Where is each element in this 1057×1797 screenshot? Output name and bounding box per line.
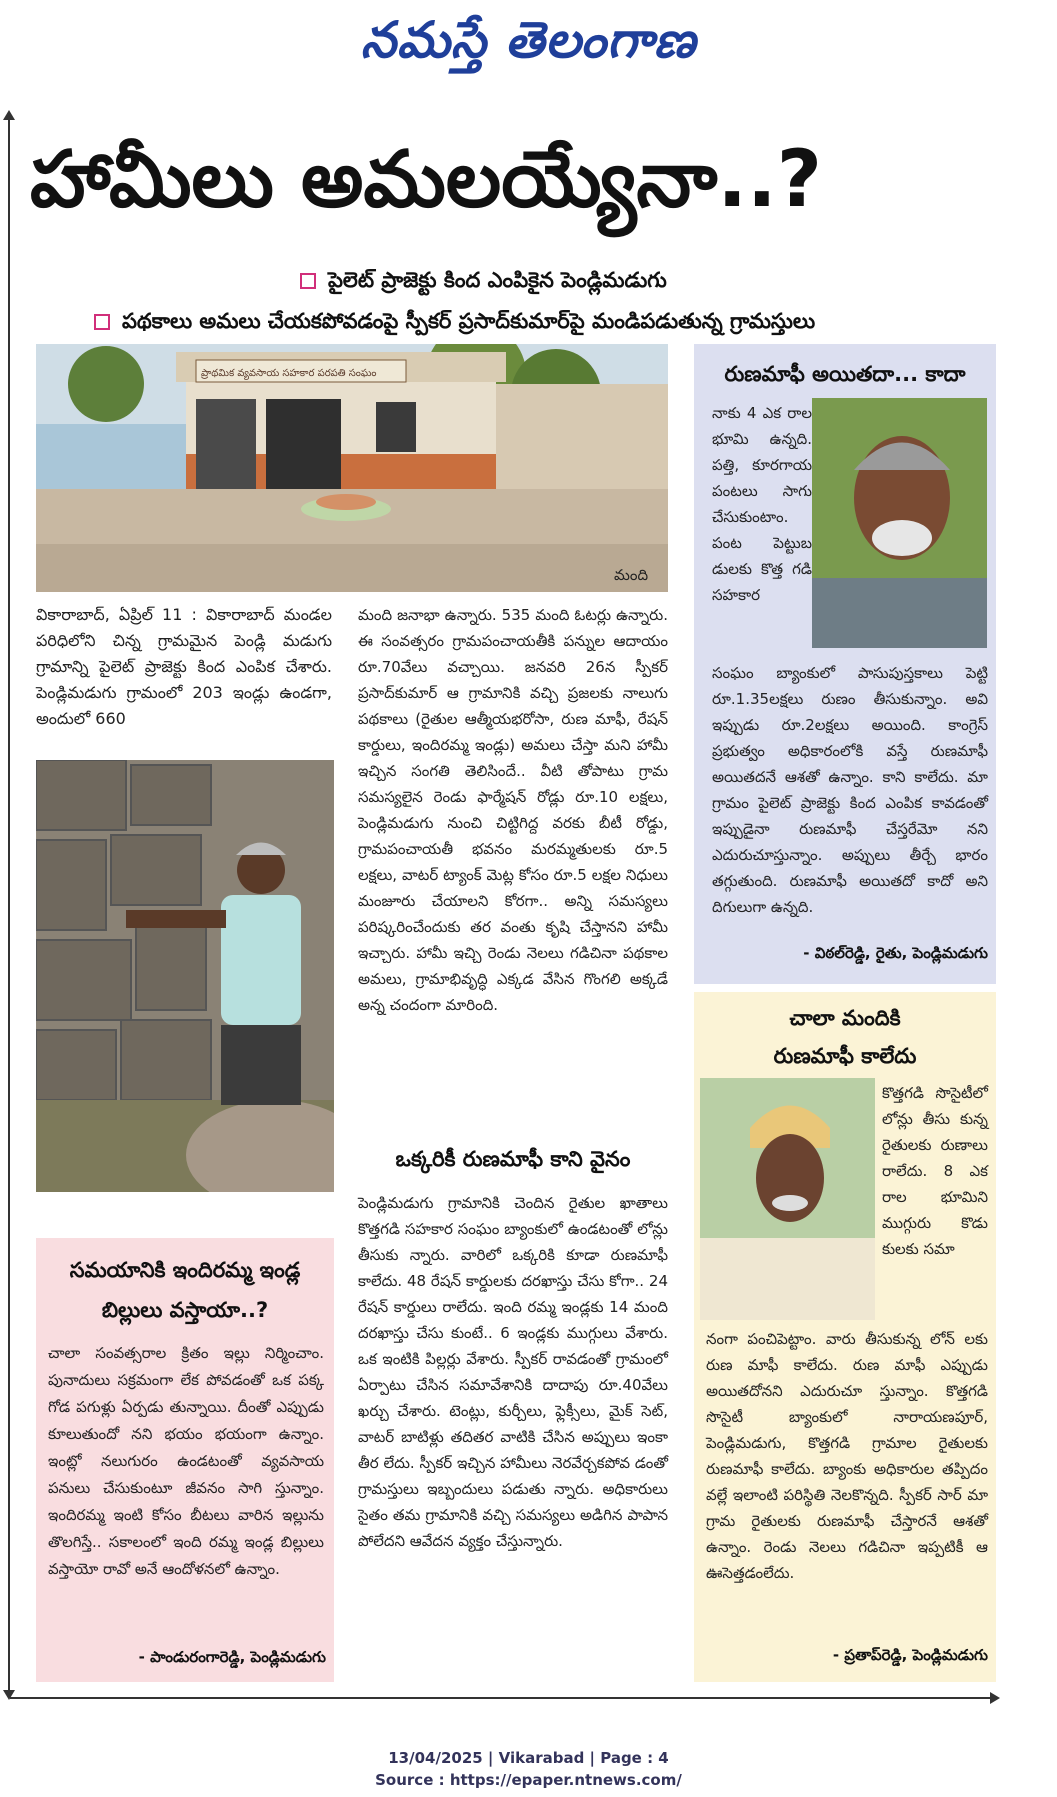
indiramma-box-body: చాలా సంవత్సరాల క్రితం ఇల్లు నిర్మించాం. పునాదులు సక్రమంగా లేక పోవడంతో ఒక పక్క గోడ పగుళ్లు ఏర్పడు తున్నాయి. దీంతో ఎప్పుడు కూలుతుందో నని భయం భయంగా ఉన్నాం. ఇంట్లో నలుగురం ఉండటంతో వ్యవసాయ పనులు చేసుకుంటూ జీవనం సాగి స్తున్నాం. ఇందిరమ్మ ఇంటి కోసం బీటలు వారిన ఇల్లును తొలగిస్తే.. సకాలంలో ఇంది రమ్మ ఇండ్ల బిల్లులు వస్తాయో రావో అనే ఆందోళనలో ఉన్నాం. — [48, 1344, 324, 1578]
chala-box-signature: - ప్రతాప్‌రెడ్డి, పెండ్లిమడుగు — [832, 1646, 988, 1664]
chala-box-title-1: చాలా మందికి — [789, 1006, 901, 1030]
chala-box-body-narrow: కొత్తగడి సొసైటీలో లోన్లు తీసు కున్న రైతులకు రుణాలు రాలేదు. 8 ఎక రాల భూమిని ముగ్గురు కొడు కులకు సమా — [882, 1084, 988, 1258]
runamafi-box-title: రుణమాఫీ అయితదా... కాదా — [724, 362, 966, 386]
footer-source: Source : https://epaper.ntnews.com/ — [375, 1771, 682, 1789]
building-sign: ప్రాథమిక వ్యవసాయ సహకార పరపతి సంఘం — [201, 368, 377, 379]
arrow-right-icon — [990, 1692, 1000, 1704]
col2-carry-word: మంది — [614, 566, 649, 584]
chala-box-title-2: రుణమాఫీ కాలేదు — [773, 1044, 917, 1068]
headline: హామీలు అమలయ్యేనా..? — [30, 135, 822, 225]
indiramma-box-title-2: బిల్లులు వస్తాయా..? — [101, 1298, 269, 1322]
farmer-pratap-photo — [700, 1078, 875, 1320]
col1-intro-text: వికారాబాద్, ఏప్రిల్ 11 : వికారాబాద్ మండల పరిధిలోని చిన్న గ్రామమైన పెండ్లి మడుగు గ్రామాన్ని పైలెట్ ప్రాజెక్టు కింద ఎంపిక చేశారు. పెండ్లిమడుగు గ్రామంలో 203 ఇండ్లు ఉండగా, అందులో 660 — [36, 605, 332, 728]
col2-subheading: ఒక్కరికీ రుణమాఫీ కాని వైనం — [395, 1147, 631, 1171]
farmer-vithal-photo — [812, 398, 987, 648]
man-at-wall-photo — [36, 760, 334, 1192]
page-vertical-rule — [8, 118, 10, 1693]
chala-box-body-wide: నంగా పంచిపెట్టాం. వారు తీసుకున్న లోన్ లకు రుణ మాఫీ కాలేదు. రుణ మాఫీ ఎప్పుడు అయితదోనని ఎదురుచూ స్తున్నాం. కొత్తగడి సొసైటీ బ్యాంకులో నారాయణపూర్, పెండ్లిమడుగు, కొత్తగడి గ్రామాల రైతులకు రుణమాఫీ కాలేదు. బ్యాంకు అధికారుల తప్పిదం వల్లే ఇలాంటి పరిస్థితి నెలకొన్నది. స్పీకర్ సార్ మా గ్రామ రైతులకు రుణమాఫీ చేస్తారనే ఆశతో ఉన్నాం. రెండు నెలలు గడిచినా ఇప్పటికీ ఆ ఊసెత్తడంలేదు. — [706, 1330, 988, 1582]
indiramma-box-title-1: సమయానికి ఇందిరమ్మ ఇండ్ల — [69, 1258, 301, 1282]
bullet-text: పైలెట్ ప్రాజెక్టు కింద ఎంపికైన పెండ్లిమడుగు — [328, 268, 667, 292]
bullet-item-2 — [94, 309, 815, 339]
bullet-text: పథకాలు అమలు చేయకపోవడంపై స్పీకర్ ప్రసాద్‌కుమార్‌పై మండిపడుతున్న గ్రామస్తులు — [122, 309, 816, 333]
building-photo — [36, 344, 668, 592]
col2-body-text: పెండ్లిమడుగు గ్రామానికి చెందిన రైతుల ఖాతాలు కొత్తగడి సహకార సంఘం బ్యాంకులో ఉండటంతో లోన్లు తీసుకు న్నారు. వారిలో ఒక్కరికి కూడా రుణమాఫీ కాలేదు. 48 రేషన్ కార్డులకు దరఖాస్తు చేసు కోగా.. 24 రేషన్ కార్డులు రాలేదు. ఇంది రమ్మ ఇండ్లకు 14 మంది దరఖాస్తు చేసు కుంటే.. 6 ఇండ్లకు ముగ్గులు వేశారు. ఒక ఇంటికి పిల్లర్లు వేశారు. స్పీకర్ రావడంతో గ్రామంలో ఏర్పాటు చేసిన సమావేశానికి దాదాపు రూ.40వేలు ఖర్చు చేశారు. టెంట్లు, కుర్చీలు, ఫ్లెక్సీలు, మైక్ సెట్, వాటర్ బాటిళ్లు తదితర వాటికి చేసిన అప్పులు ఇంకా తీర లేదు. స్పీకర్ ఇచ్చిన హామీలు నెరవేర్చకపోవ డంతో గ్రామస్తులు ఇబ్బందులు పడుతు న్నారు. అధికారులు సైతం తమ గ్రామానికి వచ్చి సమస్యలు అడిగిన పాపాన పోలేదని ఆవేదన వ్యక్తం చేస్తున్నారు. — [358, 1194, 668, 1550]
bottom-horizontal-rule — [10, 1697, 994, 1699]
bullet-item-1 — [300, 268, 667, 298]
col2-intro-text: మంది జనాభా ఉన్నారు. 535 మంది ఓటర్లు ఉన్నారు. ఈ సంవత్సరం గ్రామపంచాయతీకి పన్నుల ఆదాయం రూ.70వేలు వచ్చాయి. జనవరి 26న స్పీకర్ ప్రసాద్‌కుమార్ ఆ గ్రామానికి వచ్చి ప్రజలకు నాలుగు పథకాలు (రైతుల ఆత్మీయభరోసా, రుణ మాఫీ, రేషన్ కార్డులు, ఇందిరమ్మ ఇండ్లు) అమలు చేస్తా మని హామీ ఇచ్చిన సంగతి తెలిసిందే.. వీటి తోపాటు గ్రామ సమస్యలైన రెండు ఫార్మేషన్ రోడ్లు రూ.10 లక్షలు, పెండ్లిమడుగు నుంచి చిట్టిగిద్ద వరకు బీటీ రోడ్డు, గ్రామపంచాయతీ భవనం మరమ్మతులకు రూ.5 లక్షలు, వాటర్ ట్యాంక్ మెట్ల కోసం రూ.5 లక్షల నిధులు మంజూరు చేయాలని కోరగా.. అన్ని సమస్యలు పరిష్కరించేందుకు తర వంతు కృషి చేస్తానని హామీ ఇచ్చారు. హామీ ఇచ్చి రెండు నెలలు గడిచినా పథకాల అమలు, గ్రామాభివృద్ధి ఎక్కడ వేసిన గొంగలి అక్కడే అన్న చందంగా మారింది. — [358, 606, 668, 1014]
bullet-square-icon — [94, 314, 110, 330]
footer-date-edition: 13/04/2025 | Vikarabad | Page : 4 — [388, 1749, 669, 1767]
indiramma-box-signature: - పాండురంగారెడ్డి, పెండ్లిమడుగు — [138, 1648, 326, 1666]
runamafi-box-body-wide: సంఘం బ్యాంకులో పాసుపుస్తకాలు పెట్టి రూ.1.35లక్షలు రుణం తీసుకున్నాం. అవి ఇప్పుడు రూ.2లక్షలు అయింది. కాంగ్రెస్ ప్రభుత్వం అధికారంలోకి వస్తే రుణమాఫీ అయితదనే ఆశతో ఉన్నాం. కాని కాలేదు. మా గ్రామం పైలెట్ ప్రాజెక్టు కింద ఎంపిక కావడంతో ఇప్పుడైనా రుణమాఫీ చేస్తరేమో నని ఎదురుచూస్తున్నాం. అప్పులు తీర్చే భారం తగ్గుతుంది. రుణమాఫీ అయితదో కాదో అని దిగులుగా ఉన్నది. — [712, 664, 988, 916]
bullet-square-icon — [300, 273, 316, 289]
runamafi-box-body-narrow: నాకు 4 ఎక రాల భూమి ఉన్నది. పత్తి, కూరగాయ పంటలు సాగు చేసుకుంటాం. పంట పెట్టుబ డులకు కొత్త గడి సహకార — [712, 404, 812, 604]
runamafi-box-signature: - విఠల్‌రెడ్డి, రైతు, పెండ్లిమడుగు — [803, 944, 988, 962]
masthead: నమస్తే తెలంగాణ — [360, 10, 697, 69]
